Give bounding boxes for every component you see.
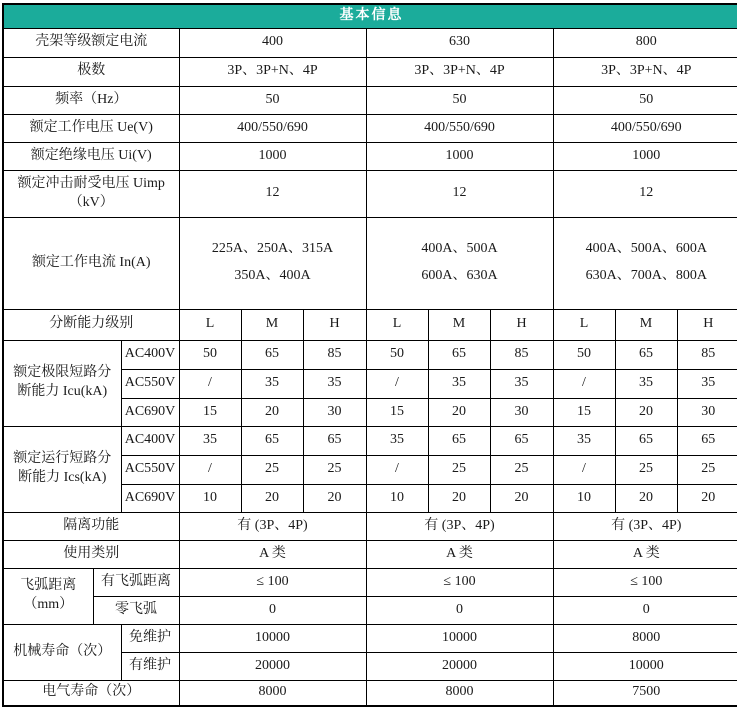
row-isolation bbox=[3, 512, 737, 540]
icu-label bbox=[3, 340, 121, 426]
row-category bbox=[3, 540, 737, 568]
level-cell: H bbox=[490, 309, 553, 340]
level-cell: H bbox=[677, 309, 737, 340]
row-elec-life bbox=[3, 680, 737, 706]
in-current-630 bbox=[366, 217, 553, 309]
ics-cell: 10 bbox=[179, 484, 241, 512]
elec-life-value: 8000 bbox=[366, 680, 553, 706]
in-current-400 bbox=[179, 217, 366, 309]
isolation-value: 有 (3P、4P) bbox=[179, 512, 366, 540]
icu-cell: 65 bbox=[615, 340, 677, 369]
icu-cell: 30 bbox=[677, 398, 737, 426]
basic-info-table bbox=[2, 3, 737, 707]
ics-cell: / bbox=[179, 455, 241, 484]
icu-cell: / bbox=[553, 369, 615, 398]
icu-cell: 65 bbox=[241, 340, 303, 369]
ue-value: 400/550/690 bbox=[553, 114, 737, 142]
frame-current-630: 630 bbox=[366, 28, 553, 57]
arc-sub-zero: 零飞弧 bbox=[93, 596, 179, 624]
mech-life-value: 20000 bbox=[366, 652, 553, 680]
ics-cell: 10 bbox=[366, 484, 428, 512]
row-arc-distance bbox=[3, 568, 737, 596]
icu-cell: 35 bbox=[490, 369, 553, 398]
category-value: A 类 bbox=[553, 540, 737, 568]
ics-sub-ac690v: AC690V bbox=[121, 484, 179, 512]
category-value: A 类 bbox=[179, 540, 366, 568]
frame-current-800: 800 bbox=[553, 28, 737, 57]
icu-cell: 85 bbox=[490, 340, 553, 369]
row-in-current bbox=[3, 217, 737, 309]
icu-cell: 35 bbox=[677, 369, 737, 398]
mech-life-label: 机械寿命（次） bbox=[3, 624, 121, 680]
icu-cell: 15 bbox=[366, 398, 428, 426]
row-uimp bbox=[3, 170, 737, 217]
icu-sub-ac690v: AC690V bbox=[121, 398, 179, 426]
ics-cell: 20 bbox=[241, 484, 303, 512]
level-cell: H bbox=[303, 309, 366, 340]
uimp-value: 12 bbox=[553, 170, 737, 217]
table-title: 基本信息 bbox=[3, 4, 737, 28]
ics-label-line1: 额定运行短路分 bbox=[6, 450, 119, 469]
mech-life-value: 10000 bbox=[179, 624, 366, 652]
ics-cell: / bbox=[553, 455, 615, 484]
icu-cell: 20 bbox=[615, 398, 677, 426]
table-header-row bbox=[3, 4, 737, 28]
in-current-630-line1: 400A、500A bbox=[369, 236, 551, 263]
frame-current-400: 400 bbox=[179, 28, 366, 57]
level-cell: L bbox=[553, 309, 615, 340]
icu-cell: 20 bbox=[241, 398, 303, 426]
icu-sub-ac400v: AC400V bbox=[121, 340, 179, 369]
icu-cell: 50 bbox=[366, 340, 428, 369]
frequency-value: 50 bbox=[179, 86, 366, 114]
ui-value: 1000 bbox=[366, 142, 553, 170]
ics-cell: 65 bbox=[677, 426, 737, 455]
frequency-value: 50 bbox=[366, 86, 553, 114]
row-ue bbox=[3, 114, 737, 142]
in-current-800-line2: 630A、700A、800A bbox=[556, 263, 737, 290]
ics-cell: 25 bbox=[428, 455, 490, 484]
ics-cell: 65 bbox=[428, 426, 490, 455]
ics-cell: 25 bbox=[490, 455, 553, 484]
row-ics-ac400v bbox=[3, 426, 737, 455]
ui-value: 1000 bbox=[553, 142, 737, 170]
arc-value: ≤ 100 bbox=[553, 568, 737, 596]
category-value: A 类 bbox=[366, 540, 553, 568]
ics-cell: 25 bbox=[241, 455, 303, 484]
ics-sub-ac400v: AC400V bbox=[121, 426, 179, 455]
icu-cell: / bbox=[366, 369, 428, 398]
ics-cell: 35 bbox=[366, 426, 428, 455]
in-current-800-line1: 400A、500A、600A bbox=[556, 236, 737, 263]
icu-cell: 15 bbox=[553, 398, 615, 426]
mech-life-value: 10000 bbox=[366, 624, 553, 652]
ics-cell: 25 bbox=[615, 455, 677, 484]
frequency-label: 频率（Hz） bbox=[3, 86, 179, 114]
icu-cell: 15 bbox=[179, 398, 241, 426]
ics-cell: 10 bbox=[553, 484, 615, 512]
in-current-630-line2: 600A、630A bbox=[369, 263, 551, 290]
in-current-800 bbox=[553, 217, 737, 309]
ics-cell: 35 bbox=[179, 426, 241, 455]
ics-cell: 25 bbox=[677, 455, 737, 484]
ics-cell: 20 bbox=[303, 484, 366, 512]
uimp-value: 12 bbox=[366, 170, 553, 217]
uimp-label-line2: （kV） bbox=[6, 194, 177, 213]
elec-life-value: 8000 bbox=[179, 680, 366, 706]
icu-cell: 50 bbox=[553, 340, 615, 369]
ue-value: 400/550/690 bbox=[179, 114, 366, 142]
frame-current-label: 壳架等级额定电流 bbox=[3, 28, 179, 57]
poles-value: 3P、3P+N、4P bbox=[553, 57, 737, 86]
arc-value: 0 bbox=[366, 596, 553, 624]
ics-label bbox=[3, 426, 121, 512]
ue-value: 400/550/690 bbox=[366, 114, 553, 142]
arc-value: 0 bbox=[179, 596, 366, 624]
icu-label-line1: 额定极限短路分 bbox=[6, 364, 119, 383]
icu-cell: 35 bbox=[428, 369, 490, 398]
icu-cell: 20 bbox=[428, 398, 490, 426]
ics-cell: 20 bbox=[428, 484, 490, 512]
row-breaking-level bbox=[3, 309, 737, 340]
icu-cell: 85 bbox=[303, 340, 366, 369]
ics-cell: 20 bbox=[677, 484, 737, 512]
arc-value: 0 bbox=[553, 596, 737, 624]
icu-cell: 50 bbox=[179, 340, 241, 369]
level-cell: L bbox=[179, 309, 241, 340]
elec-life-value: 7500 bbox=[553, 680, 737, 706]
arc-sub-with: 有飞弧距离 bbox=[93, 568, 179, 596]
row-frequency bbox=[3, 86, 737, 114]
level-cell: M bbox=[428, 309, 490, 340]
mech-sub-maintenance-free: 免维护 bbox=[121, 624, 179, 652]
icu-cell: / bbox=[179, 369, 241, 398]
in-current-400-line1: 225A、250A、315A bbox=[182, 236, 364, 263]
uimp-value: 12 bbox=[179, 170, 366, 217]
ics-cell: 20 bbox=[490, 484, 553, 512]
level-cell: L bbox=[366, 309, 428, 340]
row-zero-arc bbox=[3, 596, 737, 624]
icu-cell: 30 bbox=[490, 398, 553, 426]
icu-sub-ac550v: AC550V bbox=[121, 369, 179, 398]
in-current-label: 额定工作电流 In(A) bbox=[3, 217, 179, 309]
arc-value: ≤ 100 bbox=[179, 568, 366, 596]
arc-value: ≤ 100 bbox=[366, 568, 553, 596]
icu-cell: 30 bbox=[303, 398, 366, 426]
icu-cell: 65 bbox=[428, 340, 490, 369]
breaking-level-label: 分断能力级别 bbox=[3, 309, 179, 340]
poles-label: 极数 bbox=[3, 57, 179, 86]
uimp-label bbox=[3, 170, 179, 217]
ics-cell: 65 bbox=[303, 426, 366, 455]
ue-label: 额定工作电压 Ue(V) bbox=[3, 114, 179, 142]
icu-cell: 85 bbox=[677, 340, 737, 369]
mech-life-value: 10000 bbox=[553, 652, 737, 680]
ui-value: 1000 bbox=[179, 142, 366, 170]
row-poles bbox=[3, 57, 737, 86]
isolation-value: 有 (3P、4P) bbox=[366, 512, 553, 540]
ics-cell: 25 bbox=[303, 455, 366, 484]
row-frame-current bbox=[3, 28, 737, 57]
mech-sub-with-maintenance: 有维护 bbox=[121, 652, 179, 680]
ics-cell: 65 bbox=[615, 426, 677, 455]
in-current-400-line2: 350A、400A bbox=[182, 263, 364, 290]
ics-cell: 35 bbox=[553, 426, 615, 455]
mech-life-value: 8000 bbox=[553, 624, 737, 652]
icu-label-line2: 断能力 Icu(kA) bbox=[6, 383, 119, 402]
arc-label-line2: （mm） bbox=[6, 596, 91, 615]
icu-cell: 35 bbox=[615, 369, 677, 398]
ics-label-line2: 断能力 Ics(kA) bbox=[6, 469, 119, 488]
ics-cell: 20 bbox=[615, 484, 677, 512]
icu-cell: 35 bbox=[241, 369, 303, 398]
icu-cell: 35 bbox=[303, 369, 366, 398]
poles-value: 3P、3P+N、4P bbox=[366, 57, 553, 86]
row-icu-ac400v bbox=[3, 340, 737, 369]
ics-cell: / bbox=[366, 455, 428, 484]
category-label: 使用类别 bbox=[3, 540, 179, 568]
mech-life-value: 20000 bbox=[179, 652, 366, 680]
isolation-value: 有 (3P、4P) bbox=[553, 512, 737, 540]
elec-life-label: 电气寿命（次） bbox=[3, 680, 179, 706]
level-cell: M bbox=[615, 309, 677, 340]
arc-label-line1: 飞弧距离 bbox=[6, 577, 91, 596]
level-cell: M bbox=[241, 309, 303, 340]
row-mech-life-free bbox=[3, 624, 737, 652]
row-ui bbox=[3, 142, 737, 170]
arc-label bbox=[3, 568, 93, 624]
frequency-value: 50 bbox=[553, 86, 737, 114]
uimp-label-line1: 额定冲击耐受电压 Uimp bbox=[6, 175, 177, 194]
ics-sub-ac550v: AC550V bbox=[121, 455, 179, 484]
isolation-label: 隔离功能 bbox=[3, 512, 179, 540]
ics-cell: 65 bbox=[241, 426, 303, 455]
ui-label: 额定绝缘电压 Ui(V) bbox=[3, 142, 179, 170]
poles-value: 3P、3P+N、4P bbox=[179, 57, 366, 86]
ics-cell: 65 bbox=[490, 426, 553, 455]
